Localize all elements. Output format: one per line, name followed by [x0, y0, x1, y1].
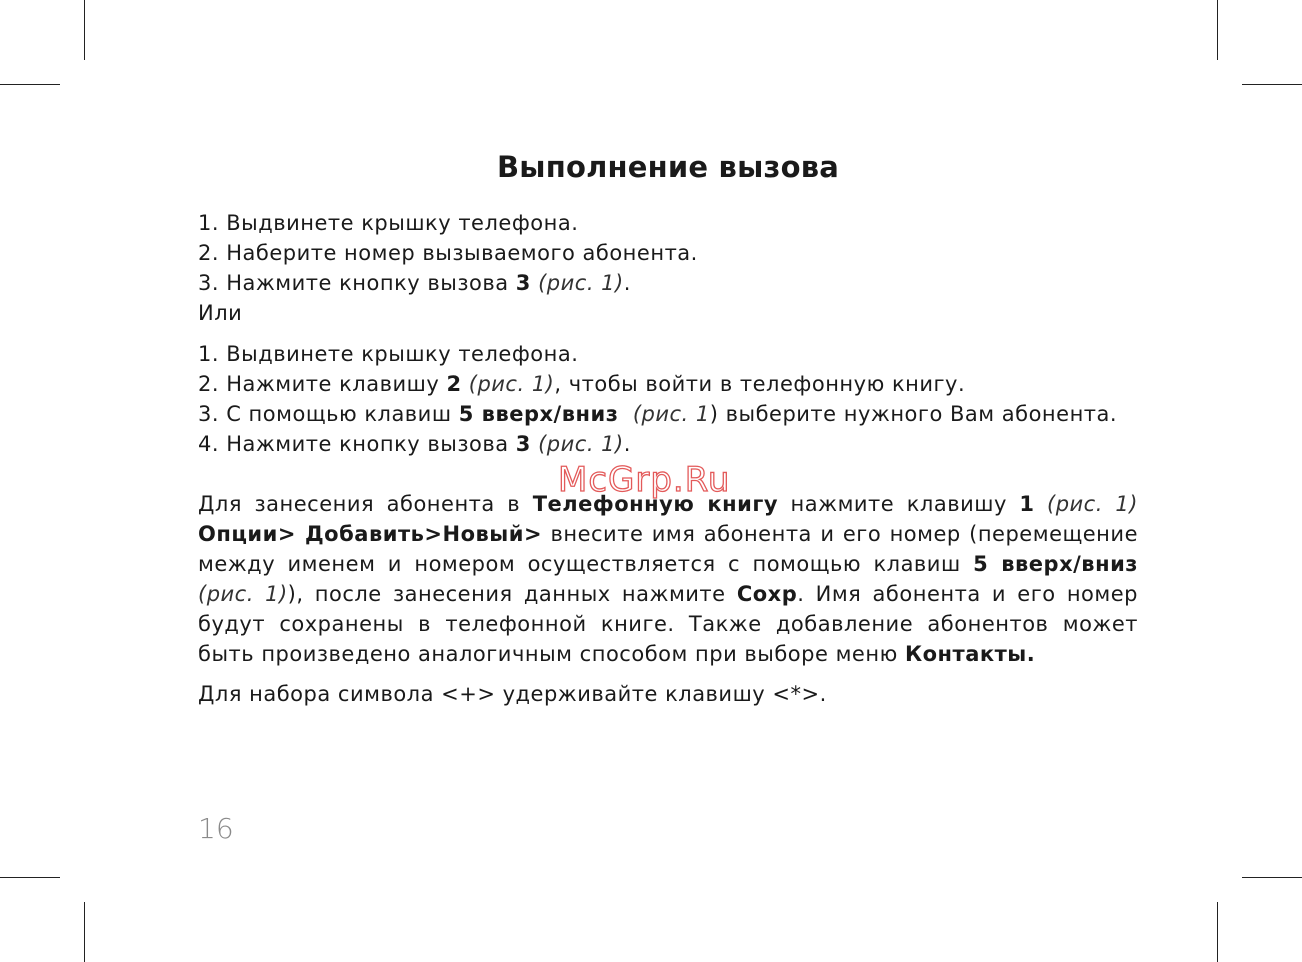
- crop-mark-bottom-left-v: [84, 902, 85, 962]
- list1-item: 1. Выдвинете крышку телефона.: [198, 211, 579, 235]
- list2-item: 3. С помощью клавиш 5 вверх/вниз (рис. 1) выберите нужного Вам абонента.: [198, 402, 1118, 426]
- watermark-logo: McGrp.Ru: [558, 460, 731, 500]
- plus-symbol-paragraph: Для набора символа <+> удерживайте клавишу <*>.: [198, 682, 827, 706]
- crop-mark-bottom-left-h: [0, 877, 60, 878]
- crop-mark-top-left-h: [0, 84, 60, 85]
- page-title: Выполнение вызова: [496, 150, 840, 184]
- crop-mark-top-right-v: [1217, 0, 1218, 60]
- or-text: Или: [198, 301, 243, 325]
- list2-item: 1. Выдвинете крышку телефона.: [198, 342, 579, 366]
- list2-item: 2. Нажмите клавишу 2 (рис. 1), чтобы войти в телефонную книгу.: [198, 372, 966, 396]
- page-number: 16: [198, 812, 234, 845]
- page-content: [198, 208, 1138, 709]
- phonebook-paragraph: Для занесения абонента в Телефонную книгу нажмите клавишу 1 (рис. 1) Опции> Добавить>Новый> внесите имя абонента и его номер (перемещение между именем и номером осуществляется с помощью клавиш 5 вверх/вниз (рис. 1)), после занесения данных нажмите Сохр. Имя абонента и его номер будут сохранены в телефонной книге. Также добавление абонентов может быть произведено аналогичным способом при выборе меню Контакты.: [198, 492, 1138, 666]
- crop-mark-bottom-right-h: [1242, 877, 1302, 878]
- list1-item: 2. Наберите номер вызываемого абонента.: [198, 241, 698, 265]
- crop-mark-bottom-right-v: [1217, 902, 1218, 962]
- list1-item: 3. Нажмите кнопку вызова 3 (рис. 1).: [198, 271, 631, 295]
- list2-item: 4. Нажмите кнопку вызова 3 (рис. 1).: [198, 432, 631, 456]
- crop-mark-top-right-h: [1242, 84, 1302, 85]
- crop-mark-top-left-v: [84, 0, 85, 60]
